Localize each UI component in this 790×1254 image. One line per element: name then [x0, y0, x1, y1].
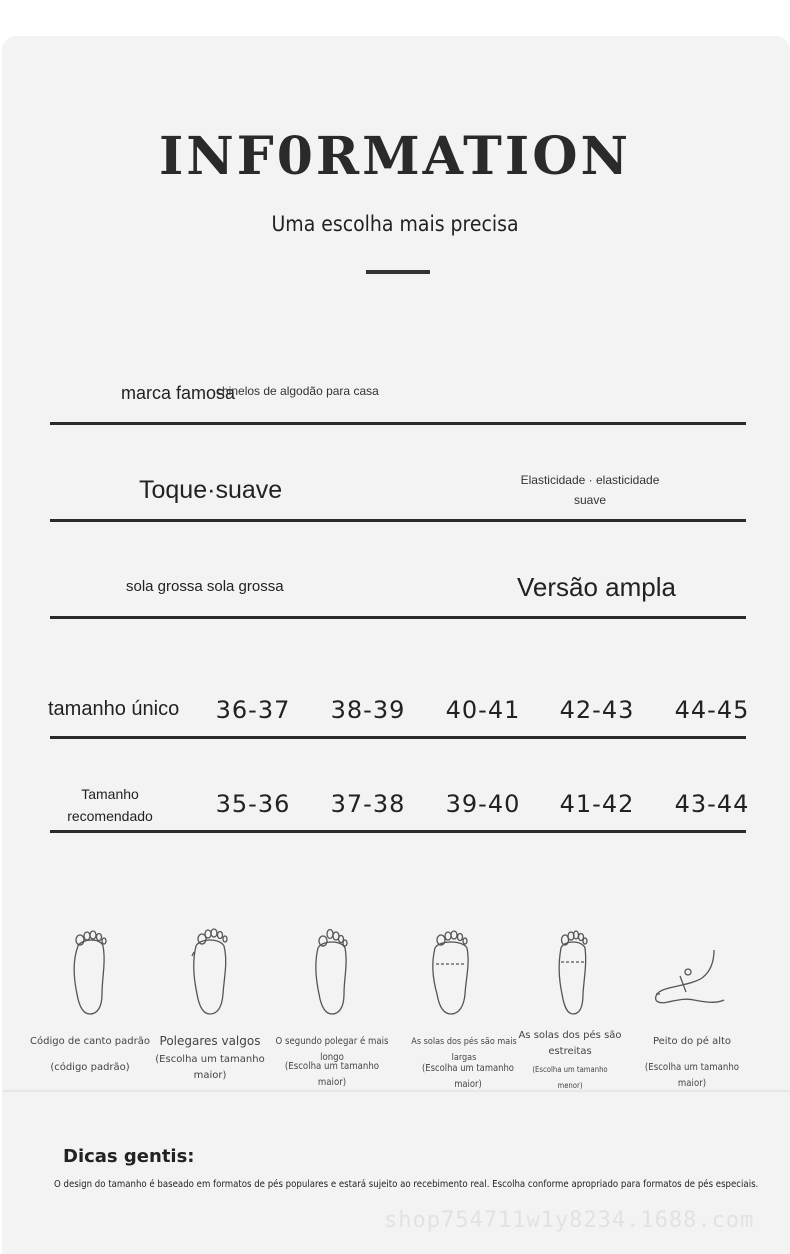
size-cell: 36-37	[215, 696, 291, 724]
feature-elasticity-line1: Elasticidade · elasticidade	[520, 473, 660, 487]
foot-label-line2: estreitas	[548, 1046, 592, 1057]
row-divider	[50, 616, 746, 619]
size-cell: 41-42	[559, 790, 635, 818]
size-cell: 38-39	[330, 696, 406, 724]
foot-label-line1: As solas dos pés são	[518, 1030, 622, 1041]
size-cell: 39-40	[445, 790, 521, 818]
section-divider	[2, 1090, 790, 1092]
foot-label-line1: O segundo polegar é mais longo	[275, 1036, 389, 1063]
foot-label-line1: Peito do pé alto	[652, 1036, 732, 1047]
foot-high-instep-icon	[652, 948, 732, 1014]
foot-bunion-icon	[188, 926, 232, 1018]
foot-label-line2: (Escolha um tamanho	[155, 1054, 265, 1065]
foot-label-line1: Código de canto padrão	[30, 1036, 150, 1047]
title-underline	[366, 270, 430, 274]
foot-label-line2: (Escolha um tamanho maior)	[422, 1063, 514, 1090]
feature-soft-touch: Toque·suave	[139, 476, 283, 504]
foot-label-line2: (Escolha um tamanho maior)	[284, 1061, 380, 1088]
size-row-label-one-size: tamanho único	[48, 698, 180, 720]
size-row-label-recommended-line2: recomendado	[67, 808, 153, 824]
feature-elasticity-line2: suave	[573, 493, 607, 507]
brand-label: marca famosa	[121, 383, 236, 403]
foot-label-line3: maior)	[193, 1070, 227, 1081]
brand-value: chinelos de algodão para casa	[216, 384, 379, 398]
foot-narrow-sole-icon	[551, 928, 595, 1018]
foot-label-line3: (Escolha um tamanho menor)	[532, 1065, 608, 1090]
foot-label-line1: As solas dos pés são mais largas	[411, 1037, 517, 1063]
size-cell: 40-41	[445, 696, 521, 724]
watermark: shop754711w1y8234.1688.com	[384, 1208, 755, 1233]
foot-wide-sole-icon	[429, 928, 473, 1018]
page-subtitle: Uma escolha mais precisa	[271, 212, 519, 236]
feature-thick-sole: sola grossa sola grossa	[126, 578, 284, 595]
row-divider	[50, 830, 746, 833]
size-cell: 43-44	[674, 790, 750, 818]
row-divider	[50, 422, 746, 425]
foot-label-line2: (Escolha um tamanho maior)	[644, 1062, 740, 1089]
size-cell: 42-43	[559, 696, 635, 724]
page-title: INF0RMATION	[158, 126, 632, 187]
row-divider	[50, 736, 746, 739]
feature-wide-version: Versão ampla	[517, 572, 676, 602]
size-row-label-recommended-line1: Tamanho	[81, 786, 139, 802]
tips-text: O design do tamanho é baseado em formatos de pés populares e estará sujeito ao recebimento real. Escolha conforme apropriado para formatos de pés especiais.	[54, 1179, 759, 1190]
size-cell: 44-45	[674, 696, 750, 724]
foot-label-line2: (código padrão)	[50, 1062, 130, 1073]
size-cell: 37-38	[330, 790, 406, 818]
tips-title: Dicas gentis:	[63, 1146, 195, 1167]
foot-label-line1: Polegares valgos	[159, 1034, 261, 1048]
foot-standard-icon	[68, 928, 112, 1018]
foot-long-second-toe-icon	[310, 928, 354, 1018]
row-divider	[50, 519, 746, 522]
size-cell: 35-36	[215, 790, 291, 818]
